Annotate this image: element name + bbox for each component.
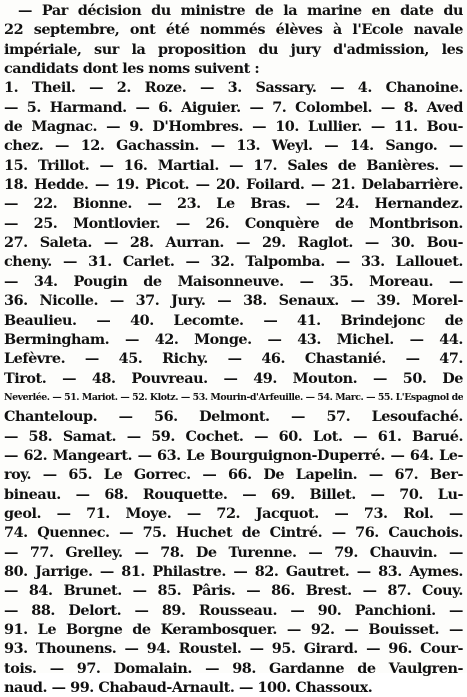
article-line: 22 septembre, ont été nommés élèves à l'Ecole navale	[4, 21, 463, 39]
article-line: — 25. Montlovier. — 26. Conquère de Montbrison.	[4, 214, 463, 232]
article-line: 1. Theil. — 2. Roze. — 3. Sassary. — 4. Chanoine.	[4, 79, 463, 97]
article-line: 27. Saleta. — 28. Aurran. — 29. Raglot. — 30. Bou-	[4, 234, 463, 252]
article-line: Bermingham. — 42. Monge. — 43. Michel. — 44.	[4, 330, 463, 348]
article-line: Beaulieu. — 40. Lecomte. — 41. Brindejonc de	[4, 311, 463, 329]
article-line: — 77. Grelley. — 78. De Turenne. — 79. Chauvin. —	[4, 543, 463, 561]
article-line: de Magnac. — 9. D'Hombres. — 10. Lullier. — 11. Bou-	[4, 118, 463, 136]
article-line: 91. Le Borgne de Kerambosquer. — 92. — Bouisset. —	[4, 621, 463, 638]
article-line: geol. — 71. Moye. — 72. Jacquot. — 73. Rol. —	[4, 504, 463, 522]
article-line: chez. — 12. Gachassin. — 13. Weyl. — 14. Sango. —	[4, 137, 463, 155]
article-line: — 84. Brunet. — 85. Pâris. — 86. Brest. — 87. Couy.	[4, 582, 463, 600]
article-body	[4, 1, 463, 697]
article-line: candidats dont les noms suivent :	[4, 60, 260, 78]
article-line: — 34. Pougin de Maisonneuve. — 35. Moreau. —	[4, 272, 463, 290]
article-line: 15. Trillot. — 16. Martial. — 17. Sales de Banières. —	[4, 156, 463, 174]
article-line: 36. Nicolle. — 37. Jury. — 38. Senaux. — 39. Morel-	[4, 292, 463, 310]
article-line: — 5. Harmand. — 6. Aiguier. — 7. Colombel. — 8. Aved	[4, 98, 463, 116]
article-line: roy. — 65. Le Gorrec. — 66. De Lapelin. — 67. Ber-	[4, 466, 463, 484]
article-line: impériale, sur la proposition du jury d'admission, les	[4, 40, 463, 58]
article-line: Neverlée. — 51. Mariot. — 52. Klotz. — 53. Mourin-d'Arfeuille. — 54. Marc. — 55. L'Espagnol de	[4, 391, 463, 403]
article-line: Chanteloup. — 56. Delmont. — 57. Lesoufaché.	[4, 408, 463, 426]
article-line: — 22. Bionne. — 23. Le Bras. — 24. Hernandez.	[4, 195, 463, 213]
article-line: — 58. Samat. — 59. Cochet. — 60. Lot. — 61. Barué.	[4, 427, 463, 445]
article-line: — Par décision du ministre de la marine en date du	[18, 2, 463, 19]
article-line: — 88. Delort. — 89. Rousseau. — 90. Panchioni. —	[4, 601, 463, 619]
article-line: bineau. — 68. Rouquette. — 69. Billet. — 70. Lu-	[4, 485, 463, 503]
article-line: 74. Quennec. — 75. Huchet de Cintré. — 76. Cauchois.	[4, 524, 463, 542]
article-line: cheny. — 31. Carlet. — 32. Talpomba. — 33. Lallouet.	[4, 253, 463, 271]
article-line: Tirot. — 48. Pouvreau. — 49. Mouton. — 50. De	[4, 369, 463, 387]
article-line: 18. Hedde. — 19. Picot. — 20. Foilard. — 21. Delabarrière.	[4, 176, 463, 194]
article-line: Lefèvre. — 45. Richy. — 46. Chastanié. — 47.	[4, 350, 463, 368]
article-line: 93. Thounens. — 94. Roustel. — 95. Girard. — 96. Cour-	[4, 640, 463, 658]
article-line: naud. — 99. Chabaud-Arnault. — 100. Chassoux.	[4, 679, 373, 697]
article-line: — 62. Mangeart. — 63. Le Bourguignon-Duperré. — 64. Le-	[4, 446, 463, 464]
article-line: tois. — 97. Domalain. — 98. Gardanne de Vaulgren-	[4, 659, 463, 677]
article-line: 80. Jarrige. — 81. Philastre. — 82. Gautret. — 83. Aymes.	[4, 562, 463, 580]
